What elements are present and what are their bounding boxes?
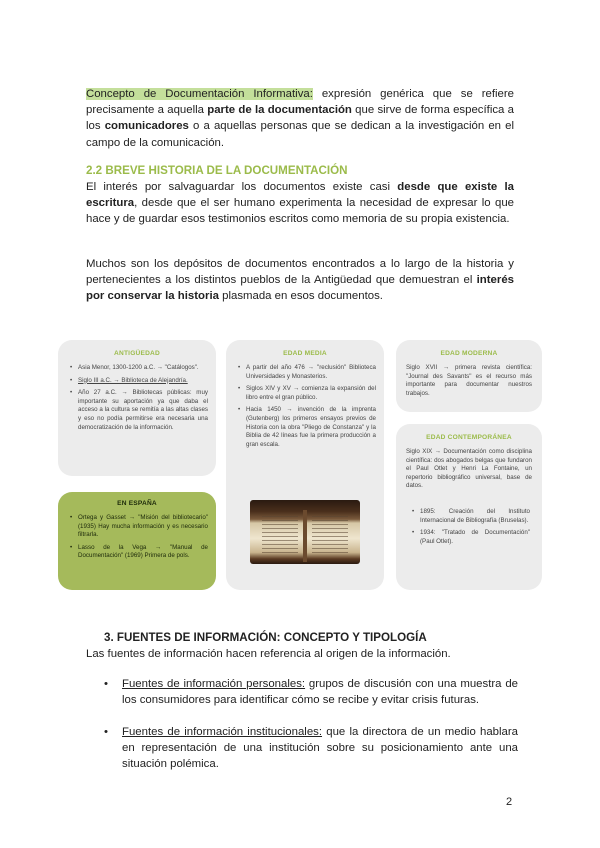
list-item: • Siglos XIV y XV → comienza la expansión del libro entre el gran público. — [238, 385, 376, 402]
bullet-icon: • — [104, 678, 108, 690]
history-paragraph-2: Muchos son los depósitos de documentos encontrados a lo largo de la historia y pertenecientes a los distintos pueblos de la Antigüedad que demuestran el interés por conservar la historia plasmada en esos documentos. — [86, 258, 514, 303]
section-3-intro: Las fuentes de información hacen referencia al origen de la información. — [86, 648, 451, 660]
section-heading-3: 3. FUENTES DE INFORMACIÓN: CONCEPTO Y TIPOLOGÍA — [104, 631, 427, 644]
box-antiguedad — [58, 340, 216, 476]
bullet-icon: • — [104, 726, 108, 738]
box-list — [70, 364, 208, 436]
highlighted-term: Concepto de Documentación Informativa: — [86, 88, 313, 100]
box-title: EN ESPAÑA — [117, 500, 157, 507]
list-item: • Asia Menor, 1300-1200 a.C. → "Catálogos". — [70, 364, 208, 373]
section-heading-2-2: 2.2 BREVE HISTORIA DE LA DOCUMENTACIÓN — [86, 164, 348, 177]
box-espana — [58, 492, 216, 590]
list-item: • Ortega y Gasset → "Misión del bibliotecario" (1935) Hay mucha información y es necesario filtrarla. — [70, 514, 208, 540]
list-item: • 1934: "Tratado de Documentación" (Paul Otlet). — [412, 529, 530, 546]
box-edad-moderna — [396, 340, 542, 412]
list-item: • A partir del año 476 → "reclusión" Biblioteca Universidades y Monasterios. — [238, 364, 376, 381]
box-title: EDAD CONTEMPORÁNEA — [426, 434, 512, 441]
box-title: ANTIGÜEDAD — [114, 350, 160, 357]
box-text: Siglo XIX → Documentación como disciplina científica: dos abogados belgas que fundaron el Paul Otlet y Henri La Fontaine, un repertorio bibliográfico universal, base de datos. — [406, 448, 532, 490]
box-list — [70, 514, 208, 565]
history-paragraph-1: El interés por salvaguardar los documentos existe casi desde que existe la escritura, desde que el ser humano experimenta la necesidad de expresar lo que hace y de guardar esos testimonios escritos como memoria de su propia existencia. — [86, 181, 515, 226]
box-title: EDAD MEDIA — [283, 350, 327, 357]
box-edad-contemporanea — [396, 424, 542, 590]
list-item: • Hacia 1450 → invención de la imprenta (Gutenberg) los primeros ensayos previos de Historia con la obra "Pliego de Constanza" y la Biblia de 42 líneas fue la primera producción a gran escala. — [238, 406, 376, 449]
old-book-image — [250, 500, 360, 564]
list-item: • Año 27 a.C. → Bibliotecas públicas: muy importante su aportación ya que daba el acceso a la cultura se remitía a las altas clases y eso no podía permitirse era necesaria una democratización de la información. — [70, 389, 208, 432]
box-text: Siglo XVII → primera revista científica: "Journal des Savants" es el recurso más importante para documentar nuestros trabajos. — [406, 364, 532, 397]
box-title: EDAD MODERNA — [440, 350, 498, 357]
box-list — [412, 508, 530, 550]
page-number: 2 — [506, 796, 513, 808]
intro-paragraph: Concepto de Documentación Informativa: expresión genérica que se refiere precisamente a aquella parte de la documentación que sirve de forma específica a los comunicadores o a aquellas personas que se dedican a la investigación en el campo de la comunicación. — [86, 88, 515, 149]
box-list — [238, 364, 376, 453]
list-item: • 1895: Creación del Instituto Internacional de Bibliografía (Bruselas). — [412, 508, 530, 525]
list-item: • Siglo III a.C. → Biblioteca de Alejandría. — [70, 377, 208, 386]
list-item: • Lasso de la Vega → "Manual de Documentación" (1969) Primera de pols. — [70, 544, 208, 561]
